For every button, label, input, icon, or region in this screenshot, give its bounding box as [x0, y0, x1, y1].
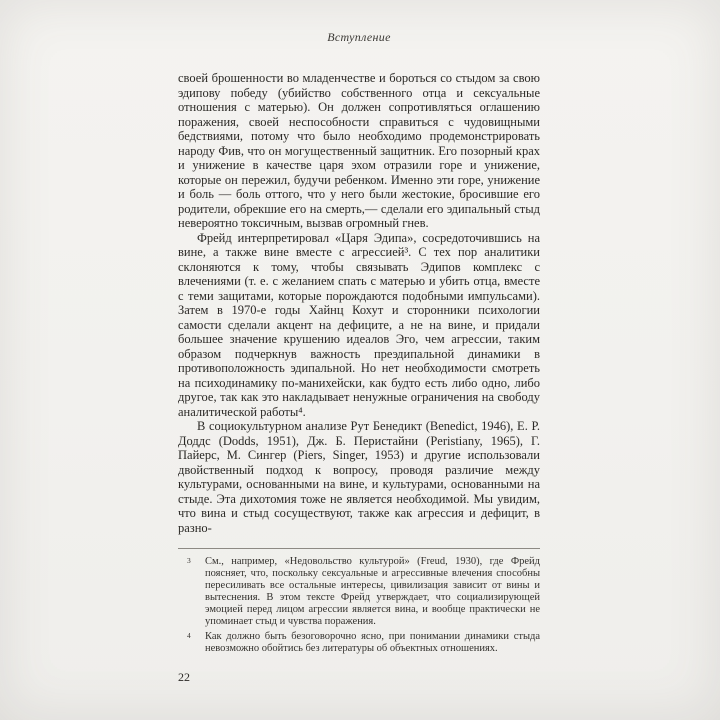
- footnote: [178, 631, 540, 655]
- body-paragraph: своей брошенности во младенчестве и бороться со стыдом за свою эдипову победу (убийство собственного отца и сексуальные отношения с матерью). Он должен сопротивляться оглашению поражения, своей неспособности справиться с чудовищными бедствиями, потому что было необходимо продемонстрировать народу Фив, что он могущественный защитник. Его позорный крах и унижение в качестве царя эхом отразили горе и унижение, которые он пережил, будучи ребенком. Именно эти горе, унижение и боль — боль оттого, что у него были жестокие, бросившие его родители, обрекшие его на смерть,— сделали его эдипальный стыд невероятно токсичным, вызвав огромный гнев.: [178, 71, 540, 230]
- text-block: [178, 30, 540, 685]
- body-text: [178, 71, 540, 535]
- footnote-text: См., например, «Недовольство культурой» (Freud, 1930), где Фрейд поясняет, что, поскольку сексуальные и агрессивные влечения способны пересиливать все остальные интересы, цивилизация зависит от вины и вытеснения. В этом тексте Фрейд утверждает, что социализирующей эмоцией перед лицом агрессии является вина, и вообще практически не упоминает стыд и чувства поражения.: [205, 556, 540, 628]
- footnote-marker: 4: [187, 630, 191, 640]
- footnotes-section: [178, 548, 540, 655]
- page-number: 22: [178, 669, 190, 684]
- running-head: Вступление: [327, 30, 391, 44]
- footnote-text: Как должно быть безоговорочно ясно, при понимании динамики стыда невозможно обойтись без литературы об объектных отношениях.: [205, 630, 540, 654]
- body-paragraph: Фрейд интерпретировал «Царя Эдипа», сосредоточившись на вине, а также вине вместе с агрессией³. С тех пор аналитики склоняются к тому, чтобы связывать Эдипов комплекс с влечениями (т. е. с желанием спать с матерью и убить отца, вместе с теми защитами, которые порождаются подобными импульсами). Затем в 1970-е годы Хайнц Кохут и сторонники психологии самости сделали акцент на дефиците, а не на вине, и придали большее значение крушению идеалов Эго, чем агрессии, таким образом подчеркнув важность преэдипальной динамики в противоположность эдипальной. Но нет необходимости смотреть на психодинамику по-манихейски, как будто есть либо одно, либо другое, так как это накладывает ненужные ограничения на свободу аналитической работы⁴.: [178, 230, 540, 419]
- footnote-marker: 3: [187, 556, 191, 565]
- footnote: [178, 556, 540, 629]
- body-paragraph: В социокультурном анализе Рут Бенедикт (Benedict, 1946), Е. Р. Доддс (Dodds, 1951), Дж. Б. Перистайни (Peristiany, 1965), Г. Пайерс, М. Сингер (Piers, Singer, 1953) и другие использовали двойственный подход к вопросу, проводя различие между культурами, основанными на вине, и культурами, основанными на стыде. Эта дихотомия тоже не является необходимой. Мы увидим, что вина и стыд сосуществуют, также как агрессия и дефицит, в разно-: [178, 419, 540, 535]
